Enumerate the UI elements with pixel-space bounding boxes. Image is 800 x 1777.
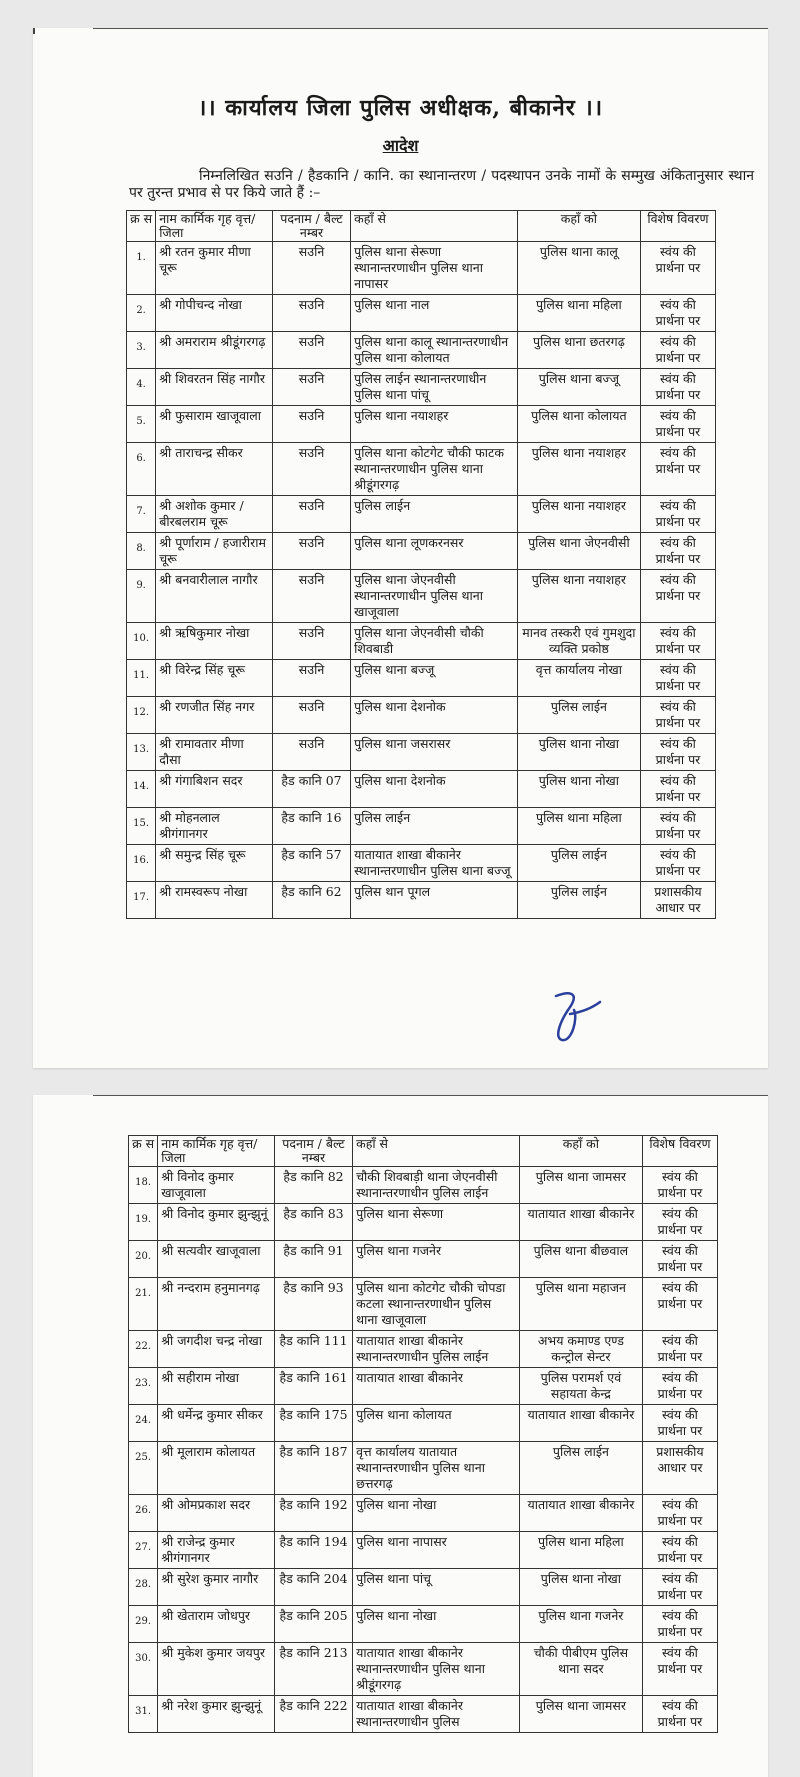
- cell-from-location: पुलिस थाना कालू स्थानान्तरणाधीन पुलिस थाना कोलायत: [351, 332, 518, 369]
- cell-to-location: पुलिस थाना महिला: [517, 808, 640, 845]
- cell-from-location: पुलिस थाना सेरूणा: [353, 1204, 520, 1241]
- cell-to-location: पुलिस लाईन: [517, 882, 640, 919]
- officer-signature: [548, 988, 608, 1048]
- cell-employee-name: श्री गंगाबिशन सदर: [156, 771, 273, 808]
- cell-remark: स्वंय की प्रार्थना पर: [642, 1643, 717, 1696]
- cell-designation: हैड कानि 07: [272, 771, 350, 808]
- cell-employee-name: श्री मूलाराम कोलायत: [158, 1442, 275, 1495]
- table-row: [129, 1643, 718, 1696]
- cell-serial: 31.: [129, 1696, 158, 1733]
- cell-employee-name: श्री मोहनलाल श्रीगंगानगर: [156, 808, 273, 845]
- table-row: [127, 734, 716, 771]
- cell-from-location: पुलिस थाना पांचू: [353, 1569, 520, 1606]
- col-header-sn: क्र स: [129, 1136, 158, 1167]
- cell-serial: 7.: [127, 496, 156, 533]
- cell-to-location: पुलिस थाना गजनेर: [519, 1606, 642, 1643]
- cell-employee-name: श्री खेताराम जोधपुर: [158, 1606, 275, 1643]
- cell-serial: 14.: [127, 771, 156, 808]
- cell-to-location: यातायात शाखा बीकानेर: [519, 1405, 642, 1442]
- cell-remark: स्वंय की प्रार्थना पर: [640, 295, 715, 332]
- cell-remark: स्वंय की प्रार्थना पर: [642, 1278, 717, 1331]
- cell-from-location: पुलिस थाना नयाशहर: [351, 406, 518, 443]
- cell-to-location: पुलिस थाना नोखा: [517, 771, 640, 808]
- cell-serial: 28.: [129, 1569, 158, 1606]
- cell-remark: स्वंय की प्रार्थना पर: [640, 533, 715, 570]
- cell-remark: स्वंय की प्रार्थना पर: [642, 1241, 717, 1278]
- page-top-edge: [93, 1095, 768, 1096]
- cell-designation: हैड कानि 57: [272, 845, 350, 882]
- cell-remark: स्वंय की प्रार्थना पर: [642, 1167, 717, 1204]
- table-body-page-1: [127, 242, 716, 919]
- cell-to-location: पुलिस थाना जेएनवीसी: [517, 533, 640, 570]
- cell-remark: स्वंय की प्रार्थना पर: [640, 734, 715, 771]
- cell-serial: 10.: [127, 623, 156, 660]
- cell-to-location: पुलिस लाईन: [517, 845, 640, 882]
- cell-employee-name: श्री ताराचन्द्र सीकर: [156, 443, 273, 496]
- col-header-from: कहाँ से: [353, 1136, 520, 1167]
- cell-employee-name: श्री धर्मेन्द्र कुमार सीकर: [158, 1405, 275, 1442]
- cell-serial: 19.: [129, 1204, 158, 1241]
- cell-serial: 13.: [127, 734, 156, 771]
- cell-from-location: यातायात शाखा बीकानेर स्थानान्तरणाधीन पुलिस थाना बज्जू: [351, 845, 518, 882]
- table-row: [129, 1569, 718, 1606]
- col-header-sn: क्र स: [127, 211, 156, 242]
- col-header-remark: विशेष विवरण: [640, 211, 715, 242]
- cell-serial: 11.: [127, 660, 156, 697]
- cell-to-location: पुलिस लाईन: [517, 697, 640, 734]
- cell-to-location: यातायात शाखा बीकानेर: [519, 1204, 642, 1241]
- cell-from-location: यातायात शाखा बीकानेर स्थानान्तरणाधीन पुलिस लाईन: [353, 1331, 520, 1368]
- cell-to-location: पुलिस थाना नयाशहर: [517, 496, 640, 533]
- cell-remark: स्वंय की प्रार्थना पर: [640, 660, 715, 697]
- cell-from-location: पुलिस थाना नोखा: [353, 1606, 520, 1643]
- cell-remark: स्वंय की प्रार्थना पर: [640, 697, 715, 734]
- cell-from-location: पुलिस थाना कोटगेट चौकी फाटक स्थानान्तरणाधीन पुलिस थाना श्रीडूंगरगढ़: [351, 443, 518, 496]
- cell-from-location: वृत्त कार्यालय यातायात स्थानान्तरणाधीन पुलिस थाना छत्तरगढ़: [353, 1442, 520, 1495]
- table-row: [127, 623, 716, 660]
- cell-designation: हैड कानि 213: [274, 1643, 352, 1696]
- cell-from-location: चौकी शिवबाड़ी थाना जेएनवीसी स्थानान्तरणाधीन पुलिस लाईन: [353, 1167, 520, 1204]
- col-header-name: नाम कार्मिक गृह वृत्त/जिला: [158, 1136, 275, 1167]
- table-row: [127, 771, 716, 808]
- table-row: [127, 570, 716, 623]
- cell-from-location: यातायात शाखा बीकानेर स्थानान्तरणाधीन पुलिस थाना श्रीडूंगरगढ़: [353, 1643, 520, 1696]
- cell-employee-name: श्री जगदीश चन्द्र नोखा: [158, 1331, 275, 1368]
- cell-from-location: पुलिस थाना जेएनवीसी चौकी शिवबाडी: [351, 623, 518, 660]
- cell-employee-name: श्री ऋषिकुमार नोखा: [156, 623, 273, 660]
- cell-serial: 2.: [127, 295, 156, 332]
- cell-serial: 5.: [127, 406, 156, 443]
- cell-designation: सउनि: [272, 369, 350, 406]
- cell-employee-name: श्री समुन्द्र सिंह चूरू: [156, 845, 273, 882]
- cell-to-location: पुलिस थाना नयाशहर: [517, 570, 640, 623]
- cell-to-location: अभय कमाण्ड एण्ड कन्ट्रोल सेन्टर: [519, 1331, 642, 1368]
- table-row: [129, 1167, 718, 1204]
- col-header-designation: पदनाम / बैल्ट नम्बर: [274, 1136, 352, 1167]
- cell-serial: 23.: [129, 1368, 158, 1405]
- cell-employee-name: श्री विनोद कुमार खाजूवाला: [158, 1167, 275, 1204]
- cell-employee-name: श्री राजेन्द्र कुमार श्रीगंगानगर: [158, 1532, 275, 1569]
- cell-serial: 24.: [129, 1405, 158, 1442]
- cell-employee-name: श्री रामस्वरूप नोखा: [156, 882, 273, 919]
- col-header-from: कहाँ से: [351, 211, 518, 242]
- cell-from-location: पुलिस थाना जेएनवीसी स्थानान्तरणाधीन पुलिस थाना खाजूवाला: [351, 570, 518, 623]
- cell-to-location: पुलिस थाना नोखा: [519, 1569, 642, 1606]
- cell-designation: सउनि: [272, 660, 350, 697]
- cell-employee-name: श्री सुरेश कुमार नागौर: [158, 1569, 275, 1606]
- cell-from-location: पुलिस थाना नापासर: [353, 1532, 520, 1569]
- order-intro: निम्नलिखित सउनि / हैडकानि / कानि. का स्थानान्तरण / पदस्थापन उनके नामों के सम्मुख अंकितानुसार स्थान पर तुरन्त प्रभाव से पर किये जाते हैं :–: [129, 168, 754, 201]
- cell-designation: सउनि: [272, 623, 350, 660]
- cell-remark: स्वंय की प्रार्थना पर: [640, 623, 715, 660]
- cell-from-location: यातायात शाखा बीकानेर: [353, 1368, 520, 1405]
- cell-employee-name: श्री शिवरतन सिंह नागौर: [156, 369, 273, 406]
- table-row: [127, 882, 716, 919]
- cell-to-location: वृत्त कार्यालय नोखा: [517, 660, 640, 697]
- cell-employee-name: श्री फुसाराम खाजूवाला: [156, 406, 273, 443]
- cell-serial: 16.: [127, 845, 156, 882]
- cell-to-location: पुलिस परामर्श एवं सहायता केन्द्र: [519, 1368, 642, 1405]
- cell-designation: हैड कानि 16: [272, 808, 350, 845]
- cell-to-location: पुलिस थाना कालू: [517, 242, 640, 295]
- cell-remark: स्वंय की प्रार्थना पर: [642, 1368, 717, 1405]
- cell-serial: 26.: [129, 1495, 158, 1532]
- cell-employee-name: श्री अमराराम श्रीडूंगरगढ़: [156, 332, 273, 369]
- cell-serial: 20.: [129, 1241, 158, 1278]
- cell-to-location: पुलिस थाना कोलायत: [517, 406, 640, 443]
- cell-remark: स्वंय की प्रार्थना पर: [642, 1405, 717, 1442]
- table-row: [129, 1368, 718, 1405]
- cell-employee-name: श्री विरेन्द्र सिंह चूरू: [156, 660, 273, 697]
- cell-to-location: पुलिस थाना बज्जू: [517, 369, 640, 406]
- cell-employee-name: श्री गोपीचन्द नोखा: [156, 295, 273, 332]
- document-page-1: [33, 28, 768, 1068]
- cell-to-location: पुलिस थाना महिला: [519, 1532, 642, 1569]
- cell-employee-name: श्री अशोक कुमार / बीरबलराम चूरू: [156, 496, 273, 533]
- cell-remark: स्वंय की प्रार्थना पर: [640, 845, 715, 882]
- cell-to-location: यातायात शाखा बीकानेर: [519, 1495, 642, 1532]
- cell-from-location: पुलिस थाना नोखा: [353, 1495, 520, 1532]
- cell-employee-name: श्री सहीराम नोखा: [158, 1368, 275, 1405]
- table-row: [127, 295, 716, 332]
- cell-from-location: पुलिस थाना लूणकरनसर: [351, 533, 518, 570]
- cell-serial: 3.: [127, 332, 156, 369]
- cell-from-location: पुलिस थाना गजनेर: [353, 1241, 520, 1278]
- cell-employee-name: श्री रणजीत सिंह नगर: [156, 697, 273, 734]
- cell-employee-name: श्री विनोद कुमार झुन्झुनूं: [158, 1204, 275, 1241]
- cell-from-location: पुलिस थाना जसरासर: [351, 734, 518, 771]
- table-row: [129, 1278, 718, 1331]
- col-header-name: नाम कार्मिक गृह वृत्त/जिला: [156, 211, 273, 242]
- cell-employee-name: श्री रामावतार मीणा दौसा: [156, 734, 273, 771]
- cell-to-location: पुलिस थाना महिला: [517, 295, 640, 332]
- cell-serial: 30.: [129, 1643, 158, 1696]
- table-row: [129, 1241, 718, 1278]
- cell-remark: स्वंय की प्रार्थना पर: [640, 369, 715, 406]
- cell-serial: 18.: [129, 1167, 158, 1204]
- cell-employee-name: श्री नन्दराम हनुमानगढ़: [158, 1278, 275, 1331]
- cell-remark: स्वंय की प्रार्थना पर: [642, 1495, 717, 1532]
- cell-designation: हैड कानि 204: [274, 1569, 352, 1606]
- cell-serial: 12.: [127, 697, 156, 734]
- cell-designation: हैड कानि 91: [274, 1241, 352, 1278]
- cell-from-location: यातायात शाखा बीकानेर स्थानान्तरणाधीन पुलिस: [353, 1696, 520, 1733]
- cell-designation: सउनि: [272, 443, 350, 496]
- cell-designation: सउनि: [272, 242, 350, 295]
- order-title: [33, 134, 768, 156]
- cell-remark: स्वंय की प्रार्थना पर: [642, 1696, 717, 1733]
- table-row: [127, 533, 716, 570]
- table-row: [127, 660, 716, 697]
- cell-from-location: पुलिस लाईन स्थानान्तरणाधीन पुलिस थाना पांचू: [351, 369, 518, 406]
- table-row: [127, 332, 716, 369]
- table-row: [127, 369, 716, 406]
- office-header: ।। कार्यालय जिला पुलिस अधीक्षक, बीकानेर ।।: [197, 95, 604, 121]
- cell-designation: हैड कानि 83: [274, 1204, 352, 1241]
- page-edge-mark: [33, 28, 35, 34]
- cell-remark: स्वंय की प्रार्थना पर: [642, 1204, 717, 1241]
- table-row: [129, 1532, 718, 1569]
- cell-from-location: पुलिस थाना कोलायत: [353, 1405, 520, 1442]
- col-header-to: कहाँ को: [519, 1136, 642, 1167]
- cell-designation: हैड कानि 62: [272, 882, 350, 919]
- cell-to-location: पुलिस थाना नोखा: [517, 734, 640, 771]
- cell-employee-name: श्री ओमप्रकाश सदर: [158, 1495, 275, 1532]
- cell-to-location: पुलिस थाना जामसर: [519, 1167, 642, 1204]
- table-row: [129, 1495, 718, 1532]
- order-title-text: आदेश: [382, 136, 419, 155]
- cell-remark: प्रशासकीय आधार पर: [642, 1442, 717, 1495]
- cell-to-location: पुलिस थाना जामसर: [519, 1696, 642, 1733]
- cell-designation: हैड कानि 93: [274, 1278, 352, 1331]
- cell-serial: 25.: [129, 1442, 158, 1495]
- cell-to-location: चौकी पीबीएम पुलिस थाना सदर: [519, 1643, 642, 1696]
- cell-serial: 29.: [129, 1606, 158, 1643]
- table-row: [129, 1696, 718, 1733]
- cell-designation: सउनि: [272, 332, 350, 369]
- cell-designation: हैड कानि 187: [274, 1442, 352, 1495]
- cell-serial: 6.: [127, 443, 156, 496]
- cell-from-location: पुलिस लाईन: [351, 808, 518, 845]
- table-header-row: [129, 1136, 718, 1167]
- table-row: [127, 443, 716, 496]
- cell-designation: हैड कानि 111: [274, 1331, 352, 1368]
- cell-remark: स्वंय की प्रार्थना पर: [640, 496, 715, 533]
- table-row: [129, 1331, 718, 1368]
- table-row: [129, 1606, 718, 1643]
- transfer-table-page-2: [128, 1135, 718, 1733]
- cell-to-location: पुलिस थाना महाजन: [519, 1278, 642, 1331]
- table-header-row: [127, 211, 716, 242]
- cell-designation: हैड कानि 205: [274, 1606, 352, 1643]
- transfer-table-page-1: [126, 210, 716, 919]
- cell-serial: 8.: [127, 533, 156, 570]
- cell-to-location: पुलिस लाईन: [519, 1442, 642, 1495]
- cell-from-location: पुलिस थाना नाल: [351, 295, 518, 332]
- cell-designation: सउनि: [272, 697, 350, 734]
- cell-employee-name: श्री रतन कुमार मीणा चूरू: [156, 242, 273, 295]
- cell-designation: हैड कानि 175: [274, 1405, 352, 1442]
- cell-from-location: पुलिस थाना बज्जू: [351, 660, 518, 697]
- cell-remark: स्वंय की प्रार्थना पर: [642, 1331, 717, 1368]
- cell-remark: स्वंय की प्रार्थना पर: [640, 771, 715, 808]
- table-row: [127, 808, 716, 845]
- cell-designation: सउनि: [272, 533, 350, 570]
- cell-serial: 4.: [127, 369, 156, 406]
- col-header-designation: पदनाम / बैल्ट नम्बर: [272, 211, 350, 242]
- cell-serial: 1.: [127, 242, 156, 295]
- cell-remark: स्वंय की प्रार्थना पर: [642, 1532, 717, 1569]
- cell-from-location: पुलिस थान पूगल: [351, 882, 518, 919]
- table-row: [127, 845, 716, 882]
- cell-serial: 22.: [129, 1331, 158, 1368]
- cell-employee-name: श्री नरेश कुमार झुन्झुनूं: [158, 1696, 275, 1733]
- table-row: [129, 1204, 718, 1241]
- cell-to-location: मानव तस्करी एवं गुमशुदा व्यक्ति प्रकोष्ठ: [517, 623, 640, 660]
- cell-designation: सउनि: [272, 496, 350, 533]
- cell-remark: स्वंय की प्रार्थना पर: [642, 1569, 717, 1606]
- cell-from-location: पुलिस थाना देशनोक: [351, 697, 518, 734]
- page-top-edge: [93, 28, 768, 29]
- cell-remark: स्वंय की प्रार्थना पर: [640, 443, 715, 496]
- cell-to-location: पुलिस थाना नयाशहर: [517, 443, 640, 496]
- cell-remark: स्वंय की प्रार्थना पर: [640, 808, 715, 845]
- table-row: [129, 1442, 718, 1495]
- cell-designation: हैड कानि 222: [274, 1696, 352, 1733]
- cell-designation: हैड कानि 82: [274, 1167, 352, 1204]
- cell-serial: 17.: [127, 882, 156, 919]
- table-row: [127, 697, 716, 734]
- cell-employee-name: श्री बनवारीलाल नागौर: [156, 570, 273, 623]
- cell-serial: 21.: [129, 1278, 158, 1331]
- cell-designation: हैड कानि 161: [274, 1368, 352, 1405]
- cell-designation: सउनि: [272, 734, 350, 771]
- cell-remark: स्वंय की प्रार्थना पर: [640, 242, 715, 295]
- cell-employee-name: श्री मुकेश कुमार जयपुर: [158, 1643, 275, 1696]
- cell-from-location: पुलिस थाना कोटगेट चौकी चोपडा कटला स्थानान्तरणाधीन पुलिस थाना खाजूवाला: [353, 1278, 520, 1331]
- col-header-remark: विशेष विवरण: [642, 1136, 717, 1167]
- document-page-2: [33, 1095, 768, 1777]
- cell-remark: स्वंय की प्रार्थना पर: [642, 1606, 717, 1643]
- cell-designation: सउनि: [272, 406, 350, 443]
- cell-serial: 9.: [127, 570, 156, 623]
- table-row: [127, 242, 716, 295]
- cell-employee-name: श्री पूर्णाराम / हजारीराम चूरू: [156, 533, 273, 570]
- table-row: [129, 1405, 718, 1442]
- cell-to-location: पुलिस थाना छतरगढ़: [517, 332, 640, 369]
- cell-designation: सउनि: [272, 570, 350, 623]
- cell-designation: हैड कानि 192: [274, 1495, 352, 1532]
- cell-from-location: पुलिस लाईन: [351, 496, 518, 533]
- table-row: [127, 496, 716, 533]
- cell-from-location: पुलिस थाना देशनोक: [351, 771, 518, 808]
- cell-designation: हैड कानि 194: [274, 1532, 352, 1569]
- cell-remark: प्रशासकीय आधार पर: [640, 882, 715, 919]
- cell-designation: सउनि: [272, 295, 350, 332]
- cell-employee-name: श्री सत्यवीर खाजूवाला: [158, 1241, 275, 1278]
- cell-from-location: पुलिस थाना सेरूणा स्थानान्तरणाधीन पुलिस थाना नापासर: [351, 242, 518, 295]
- table-body-page-2: [129, 1167, 718, 1733]
- cell-to-location: पुलिस थाना बीछवाल: [519, 1241, 642, 1278]
- cell-remark: स्वंय की प्रार्थना पर: [640, 332, 715, 369]
- cell-serial: 27.: [129, 1532, 158, 1569]
- col-header-to: कहाँ को: [517, 211, 640, 242]
- table-row: [127, 406, 716, 443]
- cell-serial: 15.: [127, 808, 156, 845]
- cell-remark: स्वंय की प्रार्थना पर: [640, 570, 715, 623]
- cell-remark: स्वंय की प्रार्थना पर: [640, 406, 715, 443]
